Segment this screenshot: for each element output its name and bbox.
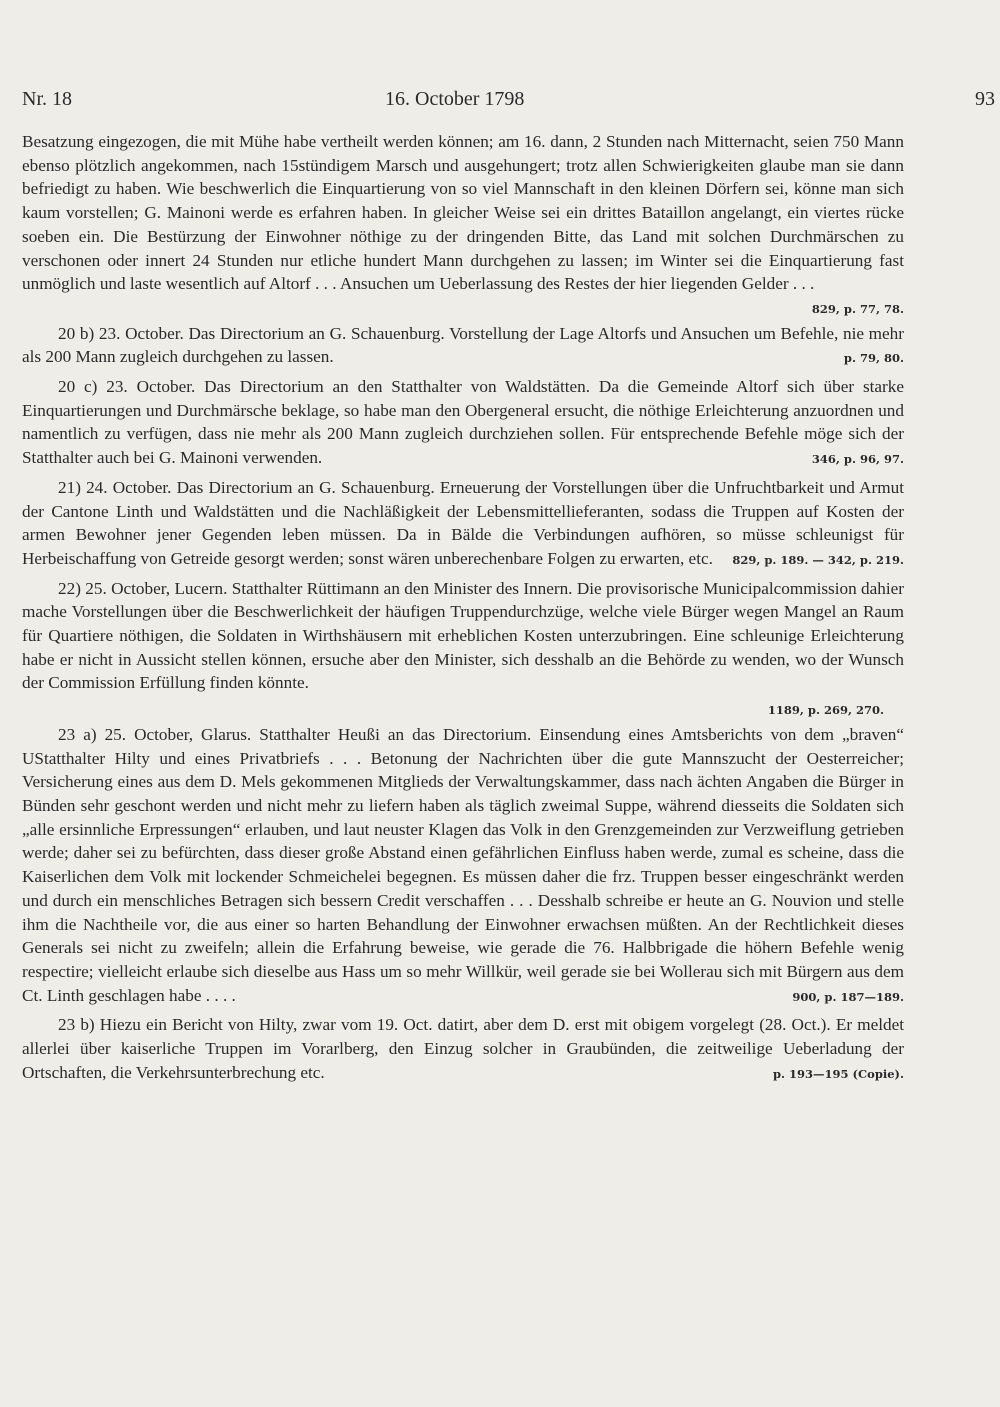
paragraph bbox=[22, 130, 904, 316]
paragraph-text: 20 c) 23. October. Das Directorium an den Statthalter von Waldstätten. Da die Gemeinde Altorf sich über starke Einquartierungen und Durchmärsche beklage, so habe man den Obergeneral ersucht, die nöthige Erleichterung anzuordnen und namentlich zu verfügen, dass nie mehr als 200 Mann zugleich durchziehen sollen. Für entsprechende Befehle möge sich der Statthalter auch bei G. Mainoni verwenden. bbox=[22, 377, 904, 468]
paragraph bbox=[22, 723, 904, 1007]
paragraph-text: Besatzung eingezogen, die mit Mühe habe vertheilt werden können; am 16. dann, 2 Stunden nach Mitternacht, seien 750 Mann ebenso plötzlich angekommen, nach 15stündigem Marsch und ausgehungert; trotz allen Schwierigkeiten glaube man sie dann befriedigt zu haben. Wie beschwerlich die Einquartierung von so viel Mannschaft in den kleinen Dörfern sei, könne man sich kaum vorstellen; G. Mainoni werde es erfahren haben. In gleicher Weise sei ein drittes Bataillon angelangt, ein viertes rücke soeben ein. Die Bestürzung der Einwohner nöthige zu der dringenden Bitte, das Land mit solchen Durchmärschen zu verschonen oder innert 24 Stunden nur etliche hundert Mann durchgehen zu lassen; im Winter sei die Einquartierung fast unmöglich und laste wesentlich auf Altorf . . . Ansuchen um Ueberlassung des Restes der hier liegenden Gelder . . . bbox=[22, 132, 904, 294]
document-body bbox=[22, 130, 904, 1090]
paragraph-text: 22) 25. October, Lucern. Statthalter Rüttimann an den Minister des Innern. Die provisorische Municipalcommission dahier mache Vorstellungen über die Beschwerlichkeit der häufigen Truppendurchzüge, welche viele Bürger wegen Mangel an Raum für Quartiere nöthigen, die Soldaten in Wirthshäusern mit erheblichen Kosten unterzubringen. Eine schleunige Erleichterung habe er nicht in Aussicht stellen können, ersuche aber den Minister, sich desshalb an die Behörde zu wenden, wo der Wunsch der Commission Erfüllung finden könnte. bbox=[22, 578, 904, 693]
archive-reference: p. 79, 80. bbox=[843, 351, 904, 366]
page-header bbox=[22, 88, 995, 118]
archive-reference: 900, p. 187—189. bbox=[792, 989, 904, 1004]
paragraph-text: 20 b) 23. October. Das Directorium an G. Schauenburg. Vorstellung der Lage Altorfs und Ansuchen um Befehle, nie mehr als 200 Mann zugleich durchgehen zu lassen. bbox=[22, 323, 904, 367]
document-number: Nr. 18 bbox=[22, 88, 72, 110]
paragraph bbox=[22, 322, 904, 369]
paragraph bbox=[22, 577, 904, 696]
archive-reference: 829, p. 189. — 342, p. 219. bbox=[732, 552, 904, 567]
paragraph bbox=[22, 375, 904, 470]
page-date: 16. October 1798 bbox=[385, 88, 525, 110]
paragraph-text: 23 a) 25. October, Glarus. Statthalter Heußi an das Directorium. Einsendung eines Amtsberichts von dem „braven“ UStatthalter Hilty und eines Privatbriefs . . . Betonung der Nachrichten über die gute Mannszucht der Oesterreicher; Versicherung eines aus dem D. Mels gekommenen Mitglieds der Verwaltungskammer, dass nach ächten Angaben die Bürger in Bünden sehr geschont werden und nicht mehr zu liefern haben als täglich zweimal Suppe, während diesseits die Soldaten sich „alle ersinnliche Erpressungen“ erlauben, und laut neuster Klagen das Volk in den Grenzgemeinden zur Verzweiflung getrieben werde; daher sei zu befürchten, dass dieser große Abstand einen gefährlichen Einfluss haben werde, zumal es scheine, dass die Kaiserlichen dem Volk mit lockender Schmeichelei begegnen. Es müssen daher die frz. Truppen besser eingeschränkt werden und durch ein menschliches Betragen sich bessern Credit verschaffen . . . Desshalb schreibe er heute an G. Nouvion und stelle ihm die Nachtheile vor, die aus einer so harten Behandlung der Einwohner erwachsen müßten. An der Rechtlichkeit dieses Generals sei nicht zu zweifeln; allein die Erfahrung beweise, wie gerade die 76. Halbbrigade die höhern Befehle wenig respectire; vielleicht erlaube sich dieselbe aus Hass um so mehr Willkür, weil gerade sie bei Wollerau sich mit Bürgern aus dem Ct. Linth geschlagen habe . . . . bbox=[22, 724, 904, 1005]
paragraph bbox=[22, 476, 904, 571]
paragraph-text: 23 b) Hiezu ein Bericht von Hilty, zwar vom 19. Oct. datirt, aber dem D. erst mit obigem vorgelegt (28. Oct.). Er meldet allerlei über kaiserliche Truppen im Vorarlberg, den Einzug solcher in Graubünden, die zeitweilige Ueberladung der Ortschaften, die Verkehrsunterbrechung etc. bbox=[22, 1015, 904, 1082]
archive-reference: 1189, p. 269, 270. bbox=[767, 703, 884, 718]
paragraph-text: 21) 24. October. Das Directorium an G. Schauenburg. Erneuerung der Vorstellungen über die Unfruchtbarkeit und Armut der Cantone Linth und Waldstätten und die Nachläßigkeit der Lebensmittellieferanten, sodass die Truppen auf Kosten der armen Bewohner jener Gegenden leben müssen. Da in Bälde die Verbindungen aufhören, so müsse schleunigst für Herbeischaffung von Getreide gesorgt werden; sonst wären unberechenbare Folgen zu erwarten, etc. bbox=[22, 477, 904, 568]
archive-reference: 829, p. 77, 78. bbox=[811, 301, 904, 316]
archive-reference: 346, p. 96, 97. bbox=[811, 452, 904, 467]
archive-reference: p. 193—195 (Copie). bbox=[773, 1066, 904, 1081]
paragraph bbox=[22, 1013, 904, 1084]
page-number: 93 bbox=[975, 88, 995, 110]
